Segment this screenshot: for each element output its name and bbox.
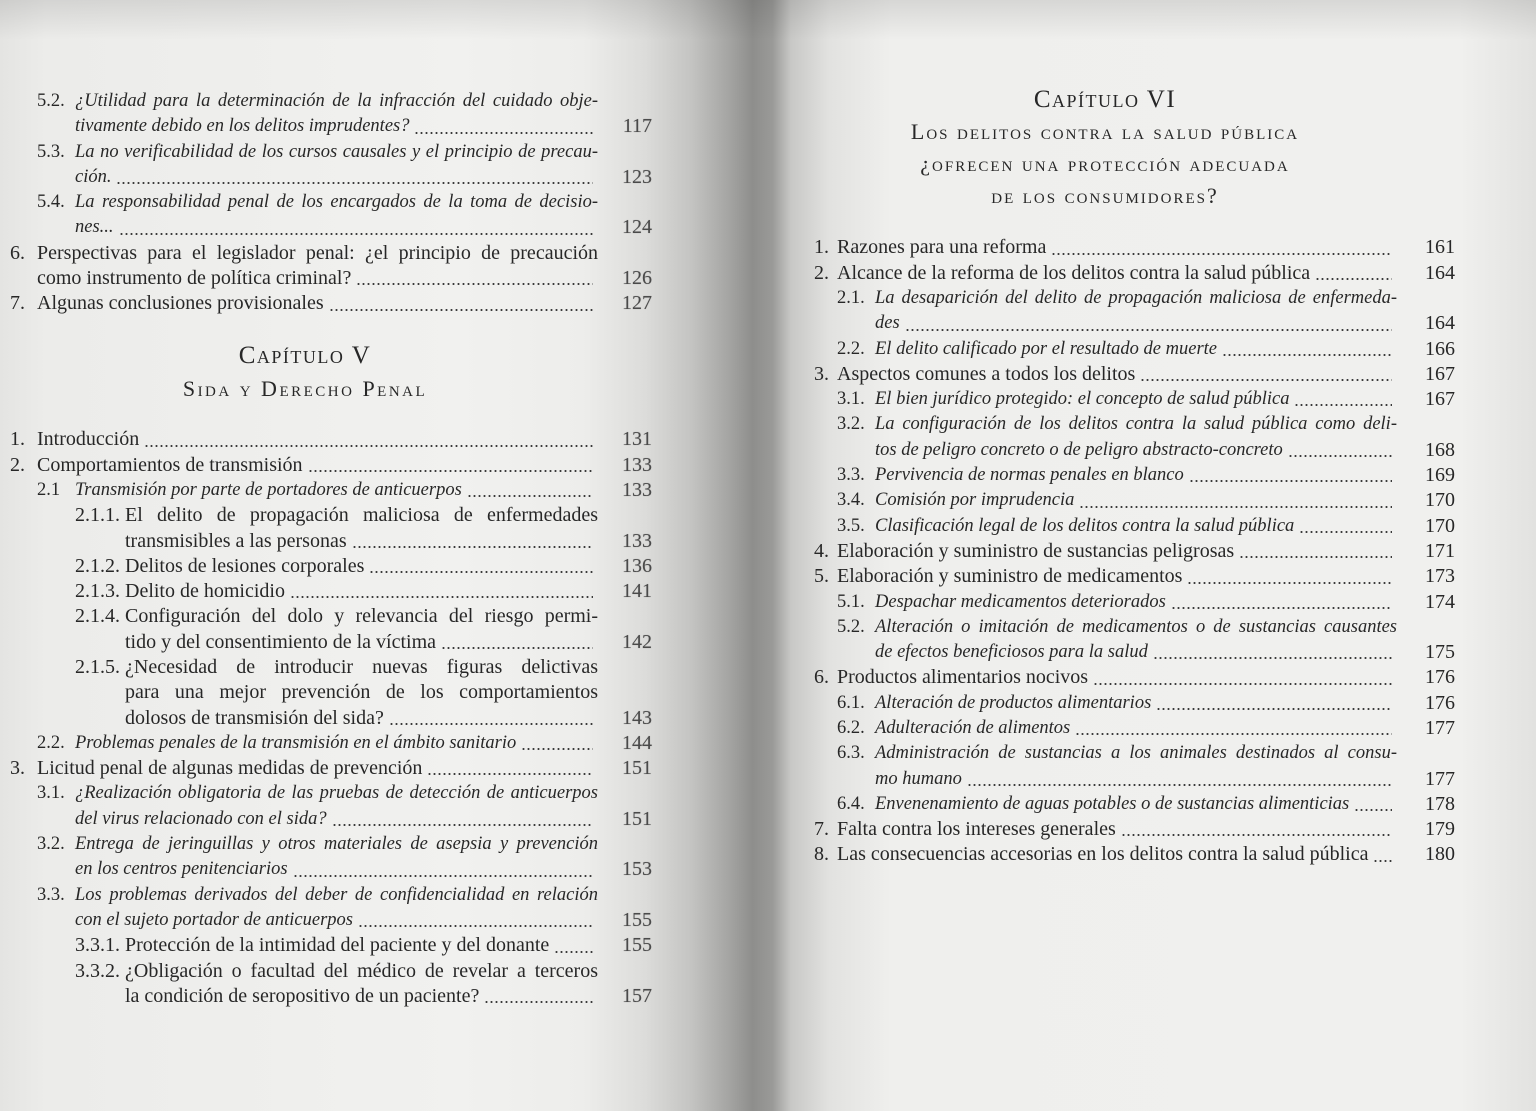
- entry-text: ción.: [75, 166, 112, 187]
- toc-entry: [0, 655, 660, 731]
- entry-line: [37, 883, 598, 908]
- entry-text: tos de peligro concreto o de peligro abstracto-concreto: [875, 439, 1283, 460]
- page-number: 141: [622, 580, 652, 603]
- entry-line: [37, 781, 598, 806]
- toc-entry: [780, 716, 1460, 741]
- page-number: 166: [1425, 337, 1455, 360]
- entry-number: 7.: [10, 292, 25, 315]
- page-number: 177: [1425, 767, 1455, 790]
- entry-line: [10, 241, 598, 266]
- entry-number: 8.: [814, 843, 829, 866]
- toc-entry: [780, 235, 1460, 260]
- entry-number: 6.: [10, 241, 25, 264]
- entry-text: El bien jurídico protegido: el concepto de salud pública: [875, 389, 1290, 410]
- entry-text: nes...: [75, 217, 114, 238]
- toc-entry: [0, 89, 660, 140]
- page-number: 142: [622, 630, 652, 653]
- entry-number: 3.4.: [837, 490, 865, 511]
- toc-entry: [0, 503, 660, 554]
- toc-entry: [780, 817, 1460, 842]
- toc-entry: [0, 959, 660, 1010]
- dot-leader: [967, 784, 1392, 786]
- dot-leader: [441, 647, 593, 649]
- chapter-title-line: Los delitos contra la salud pública: [910, 119, 1300, 144]
- toc-entry: [0, 933, 660, 958]
- entry-text: ¿Obligación o facultad del médico de revelar a terceros: [125, 959, 598, 982]
- dot-leader: [332, 824, 593, 826]
- page-number: 124: [622, 216, 652, 239]
- entry-line: [837, 387, 1455, 412]
- entry-number: 6.1.: [837, 692, 865, 713]
- entry-text: Problemas penales de la transmisión en el ámbito sanitario: [75, 732, 517, 753]
- entry-text: Comportamientos de transmisión: [37, 453, 303, 476]
- page-number: 123: [622, 165, 652, 188]
- toc-entry: [780, 488, 1460, 513]
- chapter-heading: [0, 340, 610, 405]
- page-number: 133: [622, 453, 652, 476]
- entry-line: [75, 959, 598, 984]
- entry-line: [75, 857, 652, 882]
- toc-entry: [0, 241, 660, 292]
- entry-line: [814, 817, 1455, 842]
- toc-entry: [0, 427, 660, 452]
- entry-number: 3.: [814, 362, 829, 385]
- entry-text: Pervivencia de normas penales en blanco: [875, 465, 1184, 486]
- entry-text: Perspectivas para el legislador penal: ¿el principio de precaución: [37, 241, 598, 264]
- entry-text: Despachar medicamentos deteriorados: [875, 591, 1166, 612]
- entry-line: [837, 792, 1455, 817]
- page-number: 127: [622, 292, 652, 315]
- entry-number: 2.1.5.: [75, 655, 120, 678]
- entry-line: [10, 291, 652, 316]
- chapter-title-line: ¿ofrecen una protección adecuada: [920, 151, 1290, 176]
- entry-text: Alteración o imitación de medicamentos o de sustancias causantes: [875, 616, 1397, 637]
- entry-number: 3.3.2.: [75, 959, 120, 982]
- toc-entry: [0, 579, 660, 604]
- dot-leader: [1189, 480, 1392, 482]
- entry-text: Los problemas derivados del deber de confidencialidad en relación: [75, 884, 598, 905]
- entry-number: 3.2.: [837, 414, 865, 435]
- entry-text: transmisibles a las personas: [125, 529, 347, 552]
- toc-entry: [780, 665, 1460, 690]
- entry-line: [10, 427, 652, 452]
- page-number: 174: [1425, 590, 1455, 613]
- dot-leader: [1075, 733, 1392, 735]
- page-number: 177: [1425, 716, 1455, 739]
- entry-text: ¿Utilidad para la determinación de la infracción del cuidado obje-: [75, 91, 598, 111]
- dot-leader: [905, 329, 1392, 331]
- entry-line: [125, 529, 652, 554]
- entry-line: [75, 554, 652, 579]
- page-number: 168: [1425, 438, 1455, 461]
- toc-entry: [780, 741, 1460, 792]
- page-number: 136: [622, 554, 652, 577]
- toc-entry: [780, 539, 1460, 564]
- entry-line: [814, 539, 1455, 564]
- entry-text: El delito calificado por el resultado de muerte: [875, 338, 1218, 359]
- dot-leader: [1093, 683, 1392, 685]
- entry-text: Falta contra los intereses generales: [837, 818, 1116, 841]
- entry-text: Delito de homicidio: [125, 580, 285, 603]
- entry-line: [75, 114, 652, 139]
- dot-leader: [293, 875, 593, 877]
- entry-text: para una mejor prevención de los comportamientos: [125, 681, 598, 704]
- toc-entry: [780, 463, 1460, 488]
- toc-entry: [0, 781, 660, 832]
- toc-entry: [780, 590, 1460, 615]
- dot-leader: [1156, 708, 1392, 710]
- page-number: 171: [1425, 539, 1455, 562]
- entry-line: [75, 503, 598, 528]
- toc-entry: [0, 291, 660, 316]
- chapter-label: Capítulo V: [238, 341, 372, 369]
- entry-text: tido y del consentimiento de la víctima: [125, 630, 437, 653]
- entry-number: 1.: [10, 428, 25, 451]
- dot-leader: [389, 723, 593, 725]
- dot-leader: [290, 596, 593, 598]
- toc-entry: [780, 691, 1460, 716]
- toc-list-chapter-vi: [780, 235, 1460, 867]
- entry-number: 2.1.1.: [75, 504, 120, 527]
- entry-text: Comisión por imprudencia: [875, 490, 1075, 511]
- dot-leader: [1315, 278, 1392, 280]
- entry-line: [837, 337, 1455, 362]
- page-number: 176: [1425, 691, 1455, 714]
- dot-leader: [144, 445, 593, 447]
- entry-number: 2.2.: [837, 338, 865, 359]
- entry-number: 5.1.: [837, 591, 865, 612]
- right-page: [780, 0, 1460, 868]
- entry-text: La no verificabilidad de los cursos causales y el principio de precau-: [75, 141, 598, 162]
- entry-line: [75, 807, 652, 832]
- page-number: 144: [622, 731, 652, 754]
- entry-number: 3.3.1.: [75, 934, 120, 957]
- entry-number: 5.3.: [37, 141, 65, 162]
- entry-text: con el sujeto portador de anticuerpos: [75, 909, 353, 930]
- entry-number: 6.4.: [837, 793, 865, 814]
- entry-text: mo humano: [875, 768, 962, 789]
- dot-leader: [308, 470, 593, 472]
- page-number: 133: [622, 529, 652, 552]
- entry-text: Adulteración de alimentos: [875, 717, 1071, 738]
- dot-leader: [1079, 506, 1392, 508]
- toc-entry: [0, 140, 660, 191]
- entry-text: Administración de sustancias a los animales destinados al consu-: [875, 743, 1397, 764]
- entry-text: Razones para una reforma: [837, 236, 1047, 259]
- toc-entry: [0, 190, 660, 241]
- toc-entry: [0, 756, 660, 781]
- dot-leader: [467, 495, 593, 497]
- page-number: 155: [622, 908, 652, 931]
- toc-entry: [780, 792, 1460, 817]
- entry-line: [814, 235, 1455, 260]
- dot-leader: [329, 309, 593, 311]
- entry-number: 3.: [10, 757, 25, 780]
- entry-line: [125, 706, 652, 731]
- entry-text: Alteración de productos alimentarios: [875, 692, 1152, 713]
- toc-list-continued: [0, 89, 660, 317]
- page-number: 157: [622, 984, 652, 1007]
- left-page: [0, 0, 660, 1009]
- dot-leader: [1171, 607, 1392, 609]
- page-number: 161: [1425, 236, 1455, 259]
- entry-number: 7.: [814, 818, 829, 841]
- chapter-heading: [780, 84, 1430, 212]
- dot-leader: [1354, 809, 1392, 811]
- entry-line: [814, 261, 1455, 286]
- entry-text: la condición de seropositivo de un paciente?: [125, 984, 480, 1007]
- dot-leader: [356, 283, 593, 285]
- entry-number: 5.2.: [37, 91, 65, 111]
- entry-text: Licitud penal de algunas medidas de prevención: [37, 757, 423, 780]
- chapter-label: Capítulo VI: [1033, 86, 1177, 113]
- toc-entry: [780, 387, 1460, 412]
- entry-line: [837, 412, 1397, 437]
- entry-line: [837, 741, 1397, 766]
- entry-line: [75, 604, 598, 629]
- entry-number: 5.4.: [37, 192, 65, 213]
- entry-line: [875, 311, 1455, 336]
- toc-entry: [0, 554, 660, 579]
- entry-number: 2.1.3.: [75, 580, 120, 603]
- entry-number: 6.3.: [837, 743, 865, 764]
- entry-text: La configuración de los delitos contra la salud pública como deli-: [875, 414, 1397, 435]
- entry-text: La desaparición del delito de propagación maliciosa de enfermeda-: [875, 287, 1397, 308]
- entry-text: Delitos de lesiones corporales: [125, 554, 365, 577]
- entry-number: 2.1.4.: [75, 605, 120, 628]
- entry-line: [125, 630, 652, 655]
- entry-text: del virus relacionado con el sida?: [75, 808, 327, 829]
- entry-text: como instrumento de política criminal?: [37, 267, 352, 290]
- entry-number: 3.5.: [837, 515, 865, 536]
- toc-entry: [0, 832, 660, 883]
- dot-leader: [1288, 455, 1392, 457]
- entry-line: [814, 842, 1455, 867]
- entry-text: Aspectos comunes a todos los delitos: [837, 362, 1136, 385]
- page-number: 179: [1425, 818, 1455, 841]
- entry-line: [37, 832, 598, 857]
- page-number: 173: [1425, 565, 1455, 588]
- toc-entry: [780, 514, 1460, 539]
- entry-line: [37, 266, 652, 291]
- entry-number: 5.: [814, 565, 829, 588]
- entry-line: [814, 362, 1455, 387]
- dot-leader: [1373, 860, 1392, 862]
- entry-text: Protección de la intimidad del paciente y del donante: [125, 934, 550, 957]
- page-number: 170: [1425, 514, 1455, 537]
- entry-text: Alcance de la reforma de los delitos contra la salud pública: [837, 261, 1311, 284]
- toc-entry: [780, 286, 1460, 337]
- page-number: 175: [1425, 641, 1455, 664]
- entry-text: dolosos de transmisión del sida?: [125, 706, 384, 729]
- entry-text: ¿Necesidad de introducir nuevas figuras delictivas: [125, 655, 598, 678]
- entry-line: [75, 215, 652, 240]
- entry-line: [10, 453, 652, 478]
- dot-leader: [119, 233, 593, 235]
- dot-leader: [427, 773, 593, 775]
- toc-entry: [780, 362, 1460, 387]
- entry-text: ¿Realización obligatoria de las pruebas de detección de anticuerpos: [75, 783, 598, 804]
- page-number: 180: [1425, 843, 1455, 866]
- entry-line: [125, 984, 652, 1009]
- entry-text: El delito de propagación maliciosa de enfermedades: [125, 504, 598, 527]
- page-number: 164: [1425, 312, 1455, 335]
- entry-line: [875, 767, 1455, 792]
- entry-number: 1.: [814, 236, 829, 259]
- entry-number: 2.1.2.: [75, 554, 120, 577]
- entry-text: Clasificación legal de los delitos contra la salud pública: [875, 515, 1295, 536]
- page-number: 151: [622, 807, 652, 830]
- dot-leader: [358, 925, 593, 927]
- entry-number: 6.2.: [837, 717, 865, 738]
- entry-line: [37, 140, 598, 165]
- page-number: 151: [622, 757, 652, 780]
- entry-text: tivamente debido en los delitos imprudentes?: [75, 116, 410, 137]
- entry-text: Entrega de jeringuillas y otros materiales de asepsia y prevención: [75, 834, 598, 855]
- dot-leader: [1051, 253, 1392, 255]
- entry-line: [875, 438, 1455, 463]
- entry-number: 3.1.: [37, 783, 65, 804]
- entry-line: [37, 731, 652, 756]
- entry-text: Algunas conclusiones provisionales: [37, 292, 324, 315]
- page-number: 155: [622, 934, 652, 957]
- dot-leader: [1140, 379, 1392, 381]
- page-number: 131: [622, 428, 652, 451]
- page-number: 164: [1425, 261, 1455, 284]
- entry-line: [75, 165, 652, 190]
- page-number: 176: [1425, 666, 1455, 689]
- entry-line: [837, 590, 1455, 615]
- entry-line: [75, 908, 652, 933]
- toc-entry: [780, 564, 1460, 589]
- toc-entry: [780, 261, 1460, 286]
- entry-line: [875, 640, 1455, 665]
- entry-line: [814, 665, 1455, 690]
- entry-text: Las consecuencias accesorias en los delitos contra la salud pública: [837, 843, 1369, 866]
- page-number: 117: [622, 115, 652, 138]
- entry-line: [814, 564, 1455, 589]
- toc-entry: [780, 842, 1460, 867]
- entry-number: 6.: [814, 666, 829, 689]
- toc-entry: [780, 615, 1460, 666]
- page-number: 178: [1425, 792, 1455, 815]
- entry-line: [837, 514, 1455, 539]
- entry-text: Elaboración y suministro de sustancias peligrosas: [837, 539, 1235, 562]
- dot-leader: [369, 571, 593, 573]
- chapter-title-line: de los consumidores?: [991, 183, 1219, 208]
- entry-line: [837, 716, 1455, 741]
- toc-entry: [780, 412, 1460, 463]
- page-number: 167: [1425, 362, 1455, 385]
- toc-entry: [0, 731, 660, 756]
- dot-leader: [414, 132, 593, 134]
- toc-entry: [0, 604, 660, 655]
- entry-number: 3.1.: [837, 389, 865, 410]
- entry-line: [10, 756, 652, 781]
- entry-line: [837, 463, 1455, 488]
- dot-leader: [1222, 354, 1392, 356]
- dot-leader: [1239, 556, 1392, 558]
- dot-leader: [1299, 531, 1392, 533]
- entry-text: Productos alimentarios nocivos: [837, 666, 1089, 689]
- page-number: 170: [1425, 489, 1455, 512]
- entry-line: [75, 655, 598, 680]
- entry-number: 3.2.: [37, 834, 65, 855]
- dot-leader: [1121, 834, 1392, 836]
- entry-line: [837, 286, 1397, 311]
- entry-text: Elaboración y suministro de medicamentos: [837, 565, 1183, 588]
- dot-leader: [1187, 582, 1392, 584]
- entry-line: [75, 579, 652, 604]
- dot-leader: [1153, 657, 1392, 659]
- entry-line: [37, 478, 652, 503]
- entry-text: de efectos beneficiosos para la salud: [875, 642, 1148, 663]
- page-number: 143: [622, 706, 652, 729]
- entry-line: [125, 680, 598, 705]
- entry-text: Transmisión por parte de portadores de anticuerpos: [75, 479, 462, 500]
- entry-text: des: [875, 313, 900, 334]
- entry-number: 2.: [10, 453, 25, 476]
- entry-number: 4.: [814, 539, 829, 562]
- chapter-title: Sida y Derecho Penal: [182, 375, 428, 401]
- entry-line: [37, 89, 598, 114]
- toc-entry: [0, 478, 660, 503]
- page-number: 133: [622, 478, 652, 501]
- page-number: 167: [1425, 388, 1455, 411]
- entry-number: 2.2.: [37, 732, 65, 753]
- entry-line: [75, 933, 652, 958]
- dot-leader: [521, 748, 593, 750]
- toc-list-chapter-v: [0, 427, 660, 1009]
- page-number: 169: [1425, 464, 1455, 487]
- dot-leader: [1294, 404, 1392, 406]
- page-number: 153: [622, 858, 652, 881]
- toc-entry: [0, 453, 660, 478]
- entry-line: [37, 190, 598, 215]
- entry-number: 2.1.: [837, 287, 865, 308]
- dot-leader: [352, 546, 593, 548]
- entry-text: Configuración del dolo y relevancia del riesgo permi-: [125, 605, 598, 628]
- entry-text: Introducción: [37, 428, 140, 451]
- dot-leader: [484, 1001, 593, 1003]
- entry-line: [837, 691, 1455, 716]
- entry-number: 3.3.: [837, 465, 865, 486]
- dot-leader: [116, 182, 593, 184]
- entry-text: La responsabilidad penal de los encargados de la toma de decisio-: [75, 192, 598, 213]
- entry-number: 3.3.: [37, 884, 65, 905]
- entry-text: en los centros penitenciarios: [75, 859, 288, 880]
- dot-leader: [554, 951, 593, 953]
- toc-entry: [780, 337, 1460, 362]
- entry-number: 2.: [814, 261, 829, 284]
- entry-line: [837, 488, 1455, 513]
- entry-text: Envenenamiento de aguas potables o de sustancias alimenticias: [875, 793, 1350, 814]
- entry-number: 2.1: [37, 479, 61, 500]
- entry-line: [837, 615, 1397, 640]
- toc-entry: [0, 883, 660, 934]
- page-number: 126: [622, 267, 652, 290]
- entry-number: 5.2.: [837, 616, 865, 637]
